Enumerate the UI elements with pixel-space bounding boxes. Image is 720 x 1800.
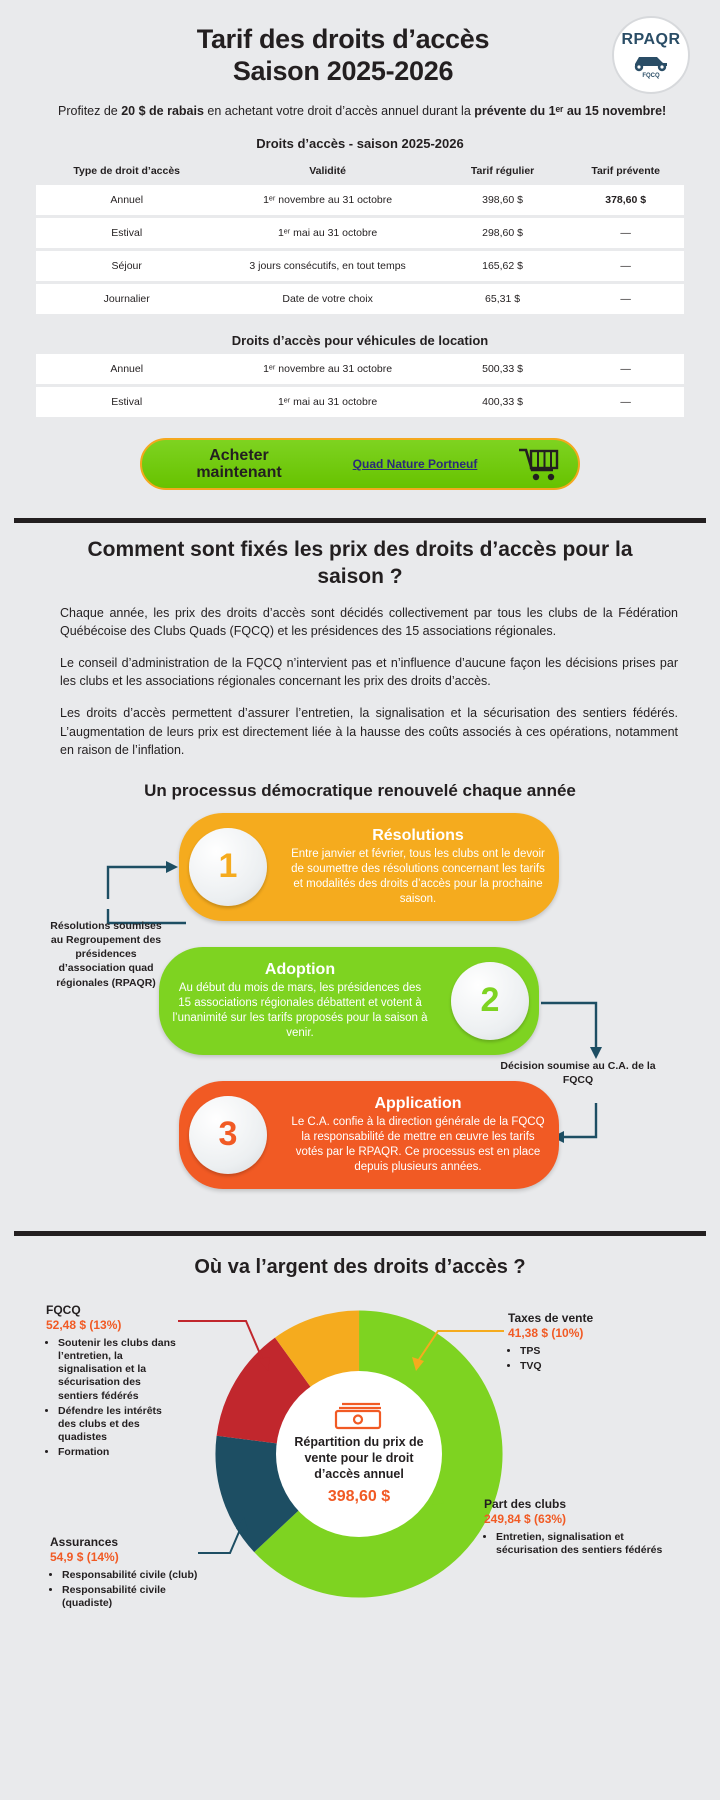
donut-center-text: Répartition du prix de vente pour le droit d’accès annuel (294, 1435, 424, 1481)
cell-validity: Date de votre choix (217, 283, 437, 316)
label-part-des-clubs (484, 1497, 674, 1559)
explanation-section (0, 523, 720, 1212)
cell-regular: 400,33 $ (438, 386, 568, 419)
promo-text (58, 102, 680, 121)
cell-type: Journalier (36, 283, 217, 316)
process-step-3 (179, 1081, 559, 1189)
step-body-1 (277, 825, 559, 909)
col-header-validity: Validité (309, 165, 346, 178)
label-taxes-bullets (520, 1345, 668, 1373)
buy-label-line-2: maintenant (196, 464, 282, 482)
table-row (36, 250, 684, 283)
label-clubs-bullets (496, 1531, 674, 1557)
process-step-2 (159, 947, 539, 1055)
step-text-2: Au début du mois de mars, les présidences des 15 associations régionales débattent et votent à l’unanimité sur les tarifs proposés pour la saison à venir. (172, 981, 428, 1039)
table-row (36, 354, 684, 386)
pricing-table-caption: Droits d’accès - saison 2025-2026 (256, 136, 464, 152)
cell-presale: — (567, 386, 684, 419)
cell-validity: 1ᵉʳ mai au 31 octobre (217, 386, 437, 419)
col-header-presale: Tarif prévente (591, 165, 660, 178)
shopping-cart-icon (516, 446, 562, 482)
cell-validity: 1ᵉʳ mai au 31 octobre (217, 217, 437, 250)
rental-pricing-table (36, 354, 684, 420)
cell-validity: 3 jours consécutifs, en tout temps (217, 250, 437, 283)
cell-validity: 1ᵉʳ novembre au 31 octobre (217, 185, 437, 217)
label-assurances (50, 1535, 200, 1613)
quad-vehicle-icon (627, 50, 675, 72)
cell-type: Annuel (36, 185, 217, 217)
label-assurances-amount: 54,9 $ (14%) (50, 1550, 119, 1565)
list-item: • Responsabilité civile (quadiste) (62, 1584, 200, 1610)
label-taxes-name: Taxes de vente (508, 1310, 594, 1325)
list-item: • TVQ (520, 1360, 668, 1373)
rental-table-caption: Droits d’accès pour véhicules de location (231, 333, 489, 349)
step-title-3: Application (374, 1094, 462, 1112)
list-item: • Soutenir les clubs dans l’entretien, la signalisation et la sécurisation des sentiers fédérés (58, 1337, 176, 1403)
step-number-bubble-1 (189, 828, 267, 906)
cell-presale: — (567, 283, 684, 316)
step-title-1: Résolutions (372, 826, 464, 844)
process-diagram (36, 807, 684, 1207)
label-fqcq-bullets (58, 1337, 176, 1459)
buy-row (36, 438, 684, 490)
cell-regular: 500,33 $ (438, 354, 568, 386)
label-clubs-amount: 249,84 $ (63%) (484, 1512, 567, 1527)
list-item: • TPS (520, 1345, 668, 1358)
step-number-bubble-3 (189, 1096, 267, 1174)
step-number-3: 3 (218, 1115, 238, 1154)
cell-type: Séjour (36, 250, 217, 283)
label-assurances-bullets (62, 1569, 200, 1610)
cell-regular: 298,60 $ (438, 217, 568, 250)
promo-mid: en achetant votre droit d’accès annuel durant la (203, 103, 475, 118)
process-note-left: Résolutions soumises au Regroupement des présidences d’association quad régionales (RPAQR) (50, 919, 162, 989)
cell-regular: 65,31 $ (438, 283, 568, 316)
label-taxes (508, 1311, 668, 1375)
table-row (36, 386, 684, 419)
list-item: • Défendre les intérêts des clubs et des quadistes (58, 1405, 176, 1444)
process-title: Un processus démocratique renouvelé chaque année (144, 780, 576, 800)
title-line-2: Saison 2025-2026 (232, 55, 454, 86)
rpaqr-logo (612, 16, 690, 94)
step-number-2: 2 (480, 981, 500, 1020)
money-distribution-section (0, 1236, 720, 1711)
list-item: • Formation (58, 1446, 176, 1459)
table-row (36, 185, 684, 217)
explanation-paragraph-1: Chaque année, les prix des droits d’accès sont décidés collectivement par tous les clubs de la Fédération Québécoise des Clubs Quads (FQCQ) et les présidences des 15 associations régionales. (60, 605, 678, 639)
cell-validity: 1ᵉʳ novembre au 31 octobre (217, 354, 437, 386)
label-clubs-name: Part des clubs (484, 1496, 567, 1511)
promo-prefix: Profitez de (58, 103, 122, 118)
cell-presale: — (567, 354, 684, 386)
logo-subtext: FQCQ (642, 72, 660, 79)
col-header-type: Type de droit d’accès (73, 165, 181, 178)
dealer-link[interactable]: Quad Nature Portneuf (352, 457, 478, 472)
step-text-1: Entre janvier et février, tous les clubs ont le devoir de soumettre des résolutions concernant les tarifs et modalités des droits d’accès pour la prochaine saison. (291, 847, 545, 905)
donut-title: Où va l’argent des droits d’accès ? (194, 1255, 526, 1278)
cell-type: Annuel (36, 354, 217, 386)
cell-regular: 398,60 $ (438, 185, 568, 217)
cell-presale: 378,60 $ (567, 185, 684, 217)
buy-button-label (164, 447, 314, 482)
step-number-1: 1 (218, 847, 238, 886)
explanation-title: Comment sont fixés les prix des droits d’accès pour la saison ? (87, 538, 633, 588)
step-body-3 (277, 1093, 559, 1177)
cell-type: Estival (36, 217, 217, 250)
explanation-paragraph-3: Les droits d’accès permettent d’assurer l’entretien, la signalisation et la sécurisation des sentiers fédérés. L’augmentation de leurs prix est directement liée à la hausse des coûts associés à ces opérations, notamment en raison de l’inflation. (60, 706, 678, 757)
pricing-section (0, 0, 720, 500)
list-item: • Entretien, signalisation et sécurisation des sentiers fédérés (496, 1531, 674, 1557)
promo-discount: 20 $ de rabais (121, 103, 204, 118)
cell-type: Estival (36, 386, 217, 419)
cell-presale: — (567, 217, 684, 250)
col-header-regular: Tarif régulier (470, 165, 535, 178)
pricing-table (36, 157, 684, 317)
donut-center-amount: 398,60 $ (327, 1488, 391, 1506)
table-row (36, 217, 684, 250)
list-item: • Responsabilité civile (club) (62, 1569, 200, 1582)
label-taxes-amount: 41,38 $ (10%) (508, 1326, 584, 1341)
label-fqcq (46, 1303, 176, 1461)
page-title (36, 18, 684, 88)
step-number-bubble-2 (451, 962, 529, 1040)
process-step-1 (179, 813, 559, 921)
buy-label-line-1: Acheter (209, 446, 269, 464)
step-body-2 (159, 959, 441, 1043)
promo-presale: prévente (474, 103, 527, 118)
step-title-2: Adoption (264, 960, 336, 978)
cell-presale: — (567, 250, 684, 283)
label-assurances-name: Assurances (50, 1534, 119, 1549)
table-row (36, 283, 684, 316)
logo-text: RPAQR (621, 30, 681, 48)
buy-button[interactable] (140, 438, 580, 490)
title-line-1: Tarif des droits d’accès (196, 24, 490, 54)
table-header-row (36, 157, 684, 185)
cell-regular: 165,62 $ (438, 250, 568, 283)
donut-chart (18, 1285, 702, 1685)
process-note-right: Décision soumise au C.A. de la FQCQ (500, 1059, 656, 1087)
label-fqcq-name: FQCQ (46, 1302, 81, 1317)
step-text-3: Le C.A. confie à la direction générale de la FQCQ la responsabilité de mettre en œuvre les tarifs votés par le RPAQR. Ce processus est en place depuis plusieurs années. (291, 1115, 545, 1173)
promo-suffix: du 1ᵉʳ au 15 novembre! (526, 103, 667, 118)
label-fqcq-amount: 52,48 $ (13%) (46, 1318, 122, 1333)
explanation-paragraph-2: Le conseil d’administration de la FQCQ n’intervient pas et n’influence d’aucune façon les décisions prises par les clubs et les associations régionales concernant les prix des droits d’accès. (60, 656, 678, 689)
